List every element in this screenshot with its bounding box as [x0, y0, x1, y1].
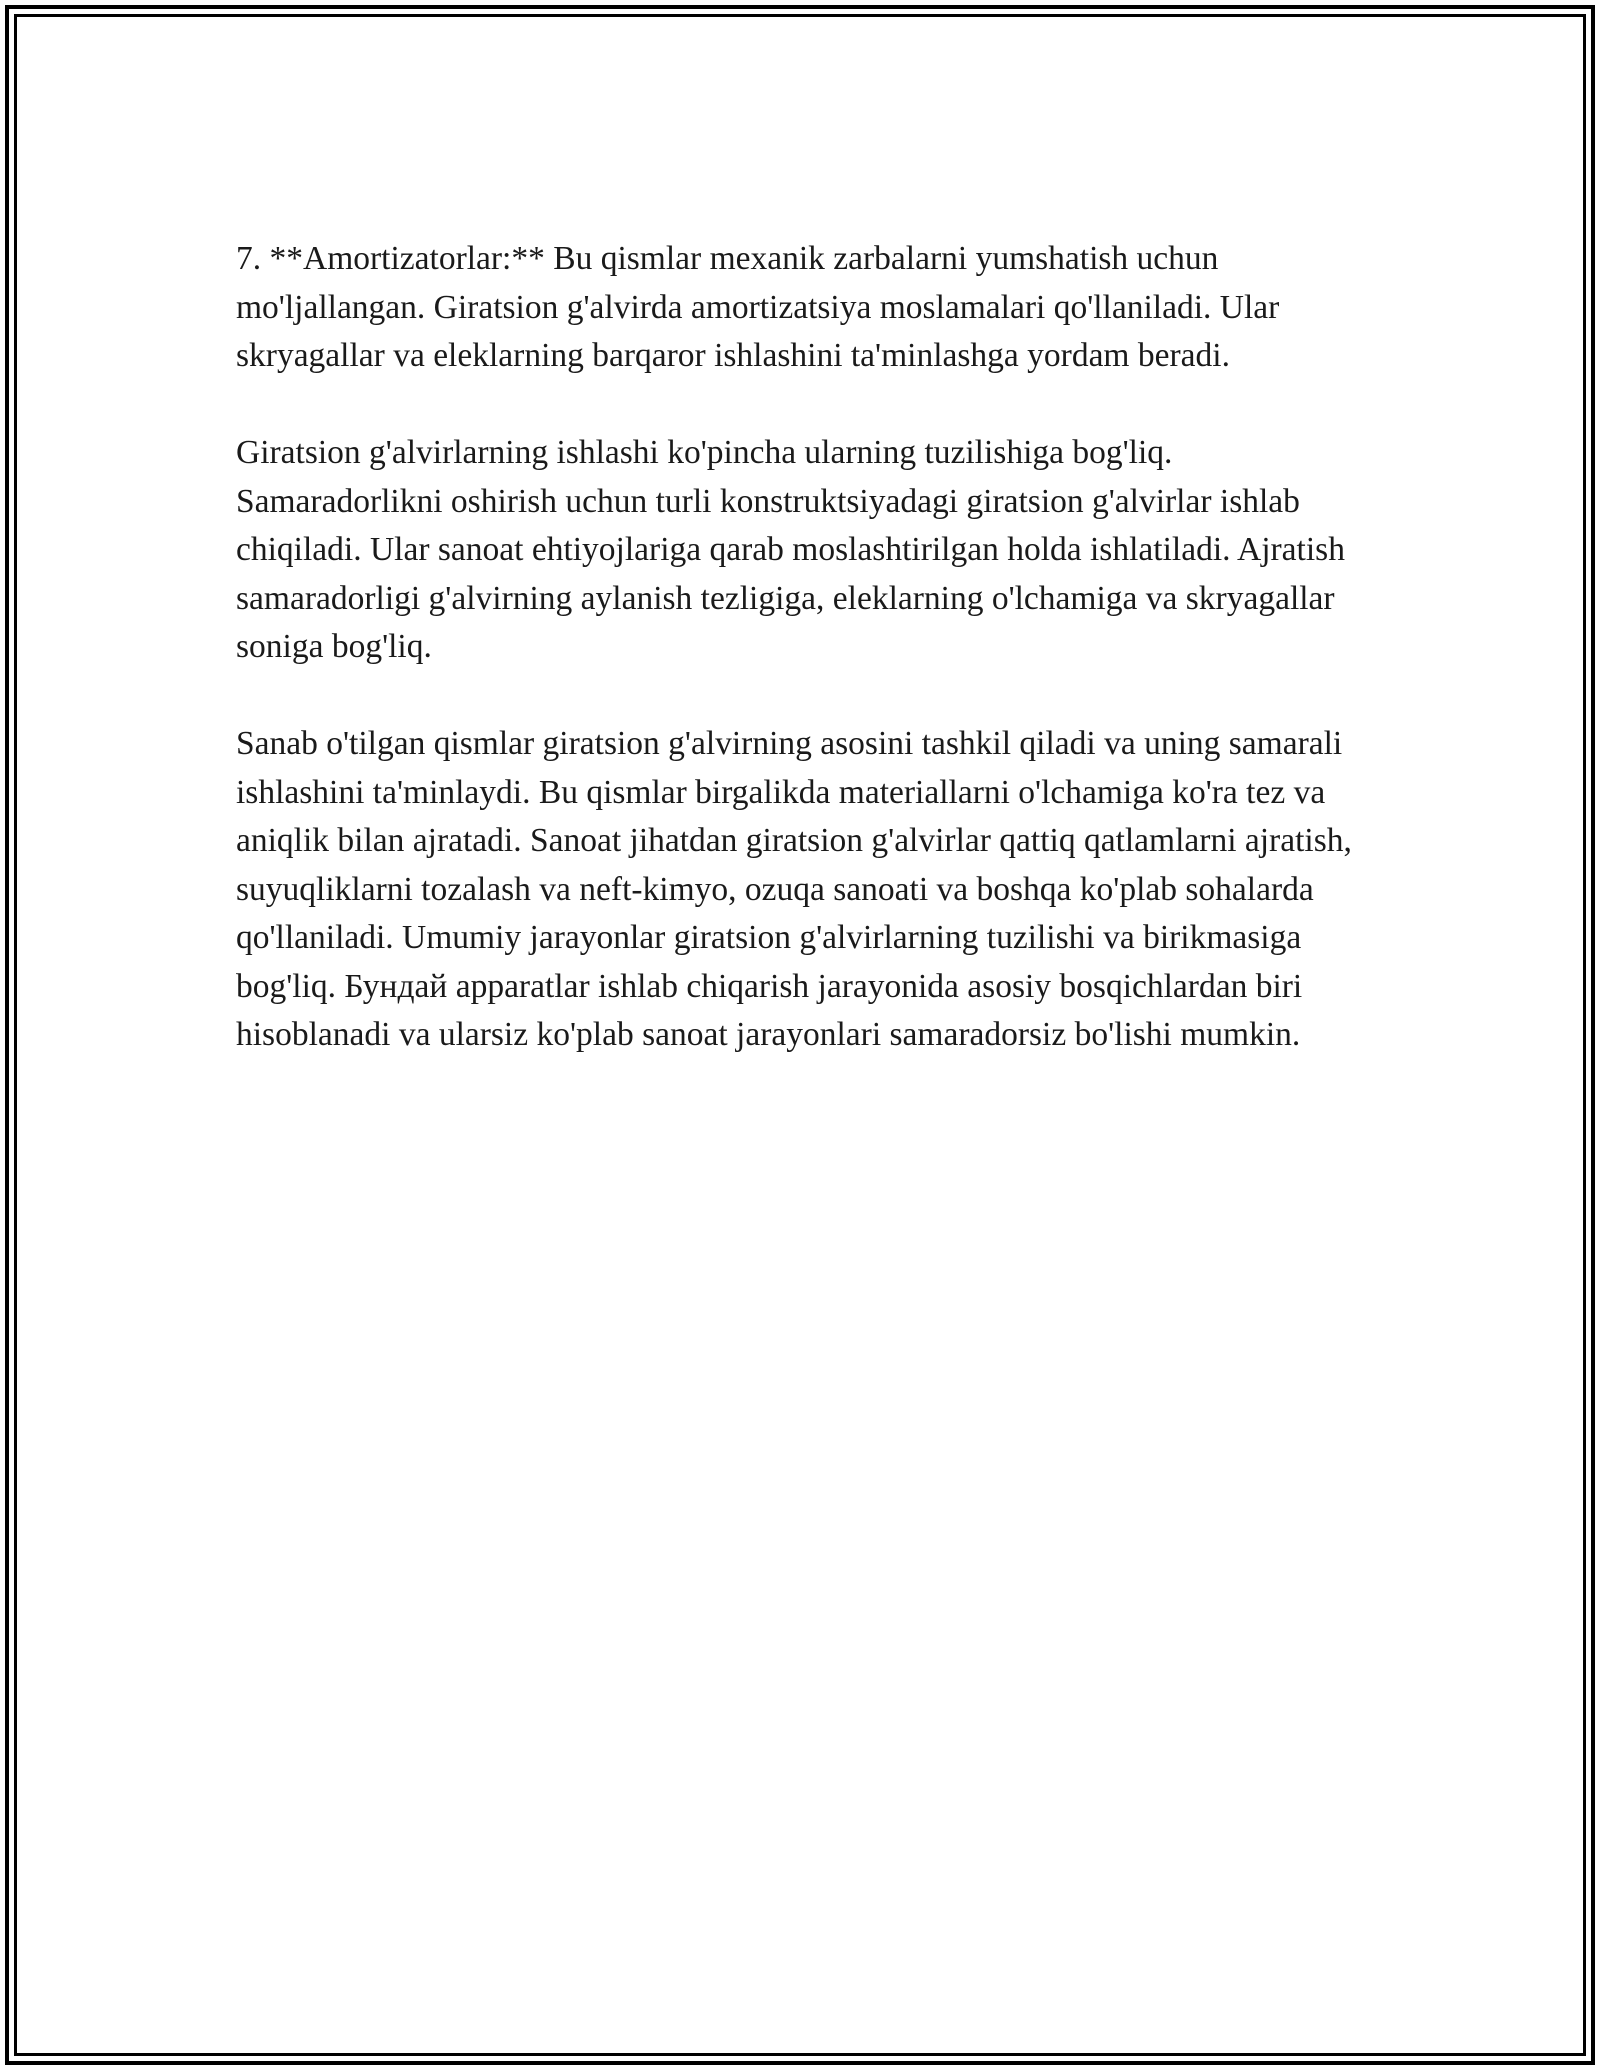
- paragraph-ishlashi: Giratsion g'alvirlarning ishlashi ko'pincha ularning tuzilishiga bog'liq. Samaradorlikni oshirish uchun turli konstruktsiyadagi giratsion g'alvirlar ishlab chiqiladi. Ular sanoat ehtiyojlariga qarab moslashtirilgan holda ishlatiladi. Ajratish samaradorligi g'alvirning aylanish tezligiga, eleklarning o'lchamiga va skryagallar soniga bog'liq.: [236, 434, 1345, 665]
- document-body: [236, 235, 1356, 1108]
- paragraph-amortizatorlar: 7. **Amortizatorlar:** Bu qismlar mexanik zarbalarni yumshatish uchun mo'ljallangan. Giratsion g'alvirda amortizatsiya moslamalari qo'llaniladi. Ular skryagallar va eleklarning barqaror ishlashini ta'minlashga yordam beradi.: [236, 240, 1280, 374]
- paragraph-xulosa: Sanab o'tilgan qismlar giratsion g'alvirning asosini tashkil qiladi va uning samarali ishlashini ta'minlaydi. Bu qismlar birgalikda materiallarni o'lchamiga ko'ra tez va aniqlik bilan ajratadi. Sanoat jihatdan giratsion g'alvirlar qattiq qatlamlarni ajratish, suyuqliklarni tozalash va neft-kimyo, ozuqa sanoati va boshqa ko'plab sohalarda qo'llaniladi. Umumiy jarayonlar giratsion g'alvirlarning tuzilishi va birikmasiga bog'liq. Бундай apparatlar ishlab chiqarish jarayonida asosiy bosqichlardan biri hisoblanadi va ularsiz ko'plab sanoat jarayonlari samaradorsiz bo'lishi mumkin.: [236, 725, 1352, 1053]
